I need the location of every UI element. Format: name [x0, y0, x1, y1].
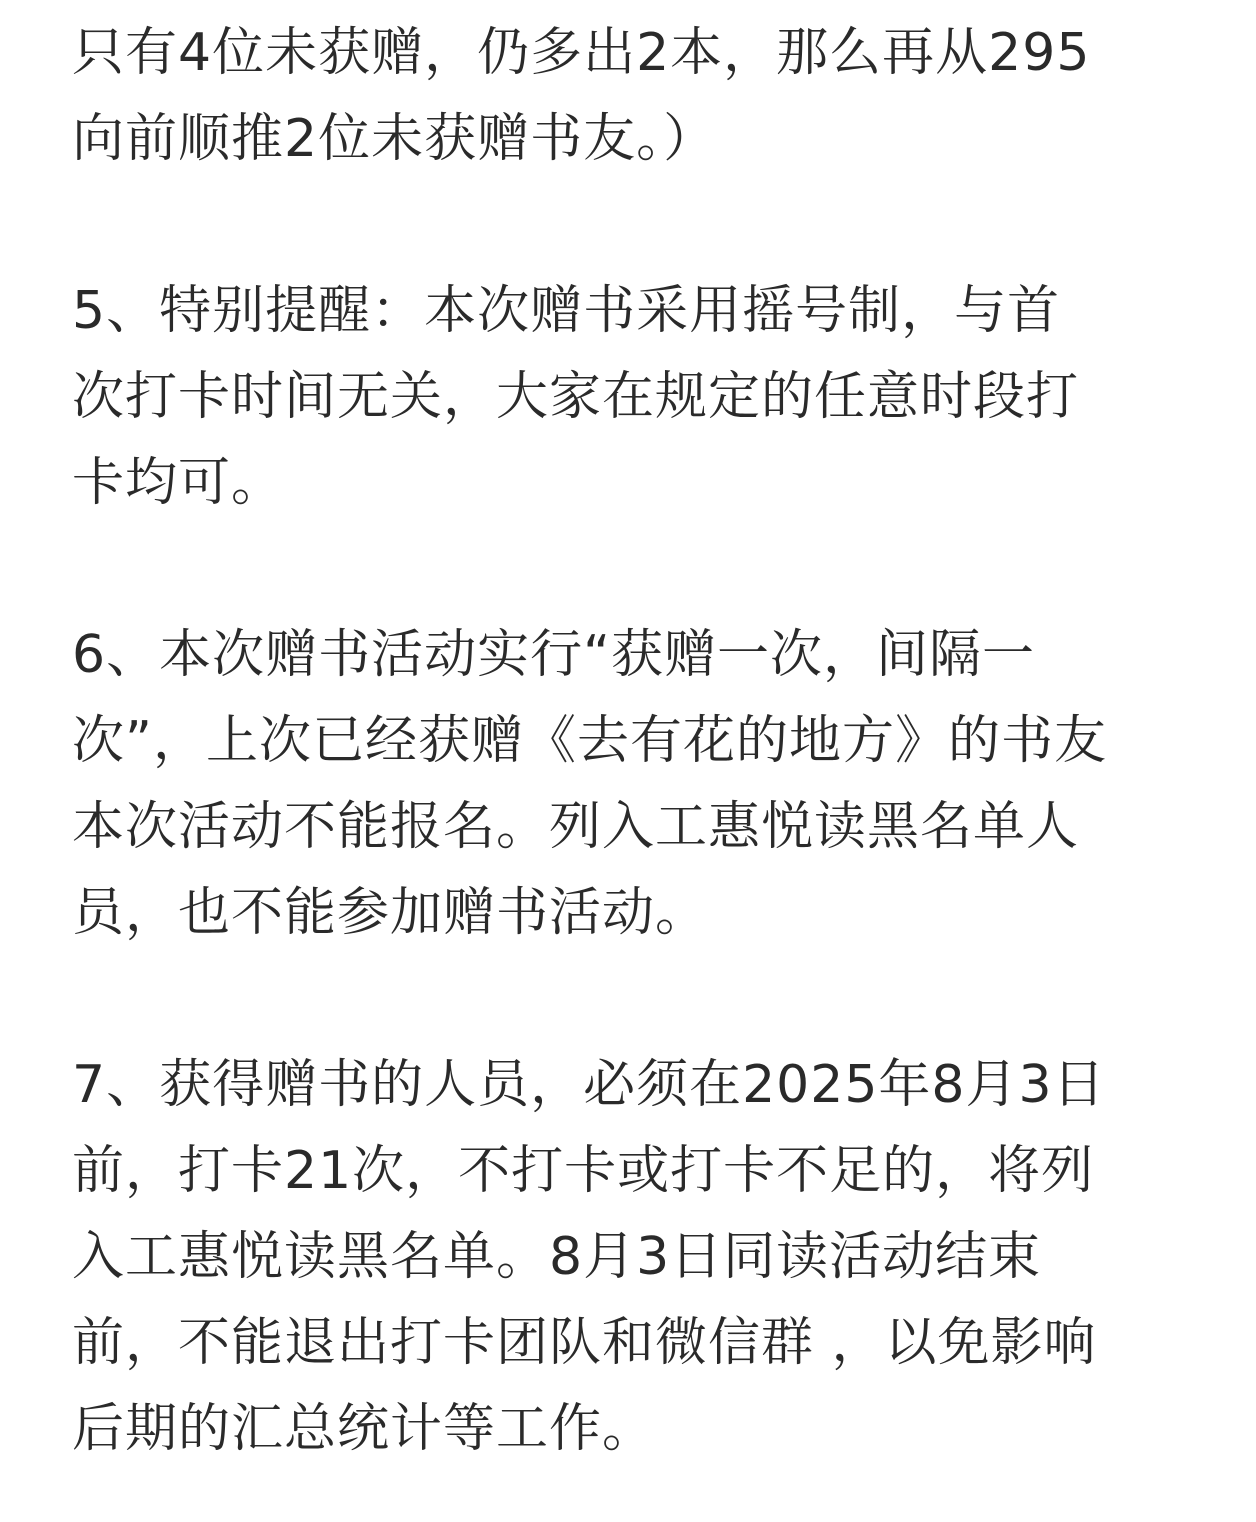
article-body [72, 10, 1192, 1472]
text-line: 卡均可。 [72, 453, 285, 513]
text-line: 后期的汇总统计等工作。 [72, 1399, 656, 1459]
text-line: 本次活动不能报名。列入工惠悦读黑名单人 [72, 797, 1080, 857]
paragraph-spacer [72, 182, 1192, 268]
text-line: 次打卡时间无关，大家在规定的任意时段打 [72, 367, 1080, 427]
paragraph-spacer [72, 526, 1192, 612]
text-line: 7、获得赠书的人员，必须在2025年8月3日 [72, 1055, 1106, 1115]
text-line: 入工惠悦读黑名单。8月3日同读活动结束 [72, 1227, 1042, 1287]
paragraph-item-6 [72, 612, 1192, 956]
text-line: 只有4位未获赠，仍多出2本，那么再从295 [72, 23, 1091, 83]
paragraph-continuation [72, 10, 1192, 182]
paragraph-item-5 [72, 268, 1192, 526]
text-line: 前，打卡21次，不打卡或打卡不足的，将列 [72, 1141, 1095, 1201]
text-line: 5、特别提醒：本次赠书采用摇号制，与首 [72, 281, 1061, 341]
text-line: 员，也不能参加赠书活动。 [72, 883, 709, 943]
text-line: 前，不能退出打卡团队和微信群 ，以免影响 [72, 1313, 1097, 1373]
paragraph-spacer [72, 956, 1192, 1042]
text-line: 次”，上次已经获赠《去有花的地方》的书友 [72, 711, 1107, 771]
text-line: 6、本次赠书活动实行“获赠一次，间隔一 [72, 625, 1036, 685]
paragraph-item-7 [72, 1042, 1192, 1472]
text-line: 向前顺推2位未获赠书友。） [72, 109, 717, 169]
